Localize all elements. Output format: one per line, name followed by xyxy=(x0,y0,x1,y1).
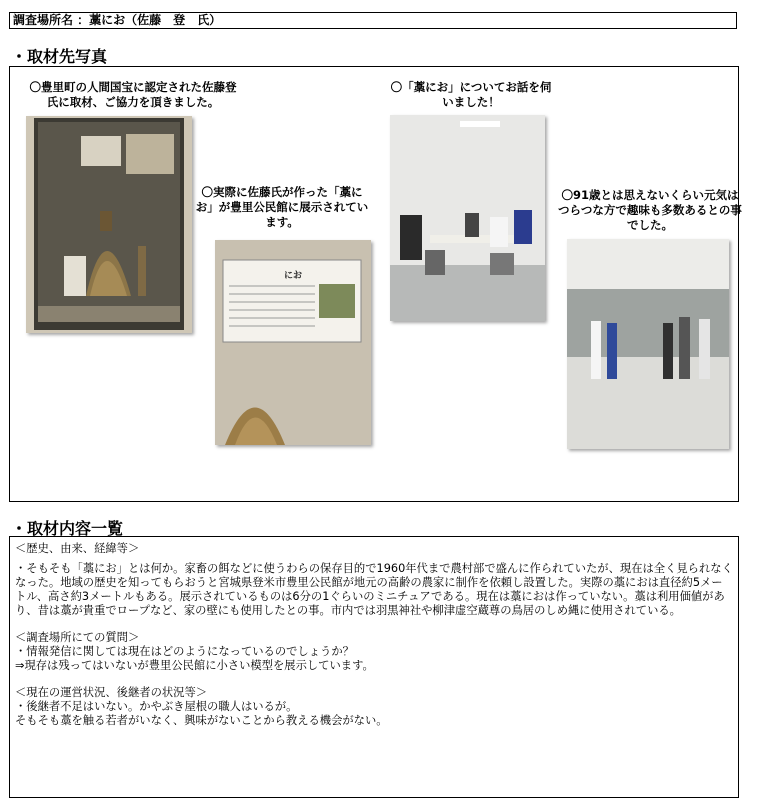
history-heading: ＜歴史、由来、経緯等＞ xyxy=(15,542,140,555)
photo-display-case xyxy=(26,116,192,333)
question-line-2: ⇒現存は残ってはいないが豊里公民館に小さい模型を展示しています。 xyxy=(15,659,374,672)
content-heading: ・取材内容一覧 xyxy=(11,519,124,538)
photo-caption-1: 〇豊里町の人間国宝に認定された佐藤登 氏に取材、ご協力を頂きました。 xyxy=(29,80,248,109)
photos-heading: ・取材先写真 xyxy=(11,47,108,66)
photo-caption-2: 〇実際に佐藤氏が作った「藁にお」が豊里公民館に展示されています。 xyxy=(195,185,369,229)
status-line-1: ・後継者不足はいない。かやぶき屋根の職人はいるが。 xyxy=(15,700,298,713)
content-panel xyxy=(9,536,739,798)
exhibit-panel-title: にお xyxy=(283,271,302,281)
photo-meeting-room xyxy=(390,115,545,321)
photo-group xyxy=(567,239,729,449)
history-body: ・そもそも「藁にお」とは何か。家畜の餌などに使うわらの保存目的で1960年代まで農村部で盛んに作られていたが、現在は全く見られなくなった。地域の歴史を知ってもらおうと宮城県登米市豊里公民館が地元の高齢の農家に制作を依頼し設置した。実際の藁におは直径約5メートル、高さ約3メートルもある。展示されているものは6分の1ぐらいのミニチュアである。現在は藁におは作っていない。藁は利用価値があり、昔は藁が貴重でロープなど、家の壁にも使用したとの事。市内では羽黒神社や柳津虚空蔵尊の鳥居のしめ縄に使用されている。 xyxy=(15,562,733,617)
status-heading: ＜現在の運営状況、後継者の状況等＞ xyxy=(15,686,208,699)
question-heading: ＜調査場所にての質問＞ xyxy=(15,631,140,644)
photo-exhibit-panel xyxy=(215,240,371,445)
survey-location-title: 調査場所名 ：藁にお（佐藤 登 氏） xyxy=(9,12,737,29)
photo-caption-4: 〇91歳とは思えないくらい元気はつらつな方で趣味も多数あるとの事でした。 xyxy=(558,188,742,232)
photo-caption-3: 〇「藁にお」についてお話を伺いました！ xyxy=(390,80,552,109)
status-line-2: そもそも藁を触る若者がいなく、興味がないことから教える機会がない。 xyxy=(15,714,388,727)
question-line-1: ・情報発信に関しては現在はどのようになっているのでしょうか？ xyxy=(15,645,354,658)
photos-panel xyxy=(9,66,742,502)
